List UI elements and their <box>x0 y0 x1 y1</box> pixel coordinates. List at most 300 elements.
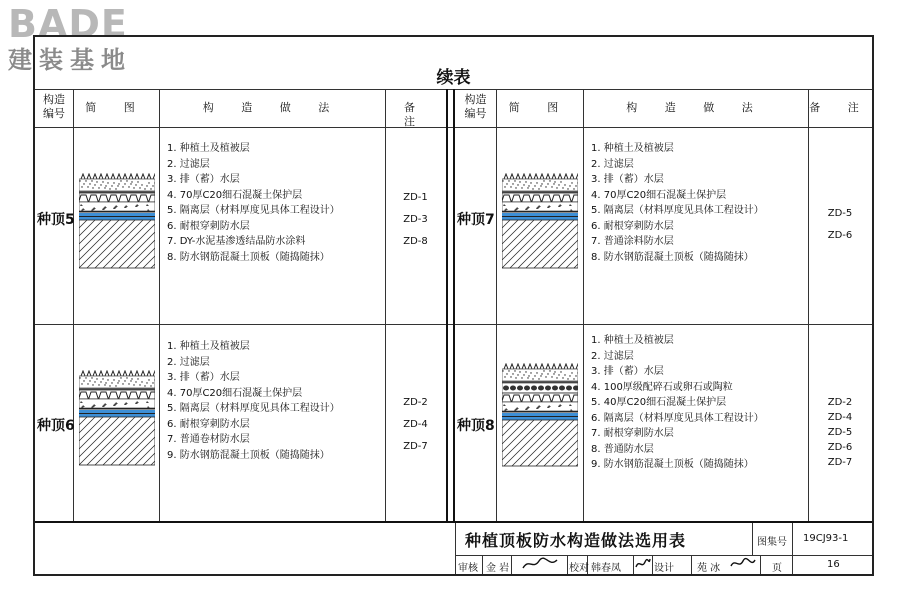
table-title: 续表 <box>436 68 471 88</box>
soil-dot <box>560 181 561 182</box>
soil-dot <box>83 183 84 184</box>
soil-dot <box>534 185 535 186</box>
soil-dot <box>135 184 136 185</box>
layer-item: 7. 普通卷材防水层 <box>167 434 250 445</box>
gravel-stone <box>510 386 516 391</box>
soil-dot <box>508 180 509 181</box>
soil-dot <box>83 380 84 381</box>
soil-dot <box>554 181 555 182</box>
soil-dot <box>117 382 118 383</box>
soil-dot <box>530 182 531 183</box>
layer-list-3 <box>167 339 340 463</box>
soil-dot <box>541 183 542 184</box>
soil-dot <box>575 375 576 376</box>
designer-signature <box>729 556 757 575</box>
soil-dot <box>85 377 86 378</box>
soil-dot <box>549 180 550 181</box>
soil-dot <box>89 183 90 184</box>
col-rule <box>583 89 584 521</box>
col-rule <box>446 89 448 521</box>
vegetation-mark <box>117 371 121 376</box>
layer-item: 5. 隔离层（材料厚度见具体工程设计） <box>167 403 340 414</box>
root-resistant-membrane <box>502 213 578 216</box>
soil-dot <box>528 375 529 376</box>
soil-dot <box>144 385 145 386</box>
signature-mark <box>635 556 651 572</box>
soil-dot <box>128 186 129 187</box>
layer-item: 5. 隔离层（材料厚度见具体工程设计） <box>591 205 764 216</box>
soil-dot <box>122 383 123 384</box>
soil-dot <box>81 186 82 187</box>
soil-dot <box>558 374 559 375</box>
soil-dot <box>107 182 108 183</box>
section-code-2: 种顶7 <box>457 212 495 228</box>
tb-rule <box>691 555 692 574</box>
soil-dot <box>502 370 503 371</box>
note-ref: ZD-5 <box>827 208 853 219</box>
header-code-line1: 构造 <box>464 93 487 106</box>
soil-dot <box>575 185 576 186</box>
layer-diagram-3 <box>79 370 155 466</box>
layer-item: 1. 种植土及植被层 <box>167 341 250 352</box>
soil-dot <box>564 184 565 185</box>
soil-dot <box>115 188 116 189</box>
signature-mark <box>729 556 757 572</box>
vegetation-mark <box>135 174 139 179</box>
layer-item: 6. 耐根穿刺防水层 <box>167 418 250 430</box>
header-notes: 备 注 <box>809 101 871 114</box>
layer-item: 8. 普通防水层 <box>591 443 654 455</box>
layer-item: 6. 耐根穿刺防水层 <box>167 220 250 232</box>
soil-dot <box>79 377 80 378</box>
soil-dot <box>96 181 97 182</box>
vegetation-mark <box>129 371 133 376</box>
layer-item: 6. 耐根穿刺防水层 <box>591 220 674 232</box>
soil-dot <box>131 181 132 182</box>
soil-dot <box>573 378 574 379</box>
layer-item: 5. 40厚C20细石混凝土保护层 <box>591 397 727 408</box>
soil-dot <box>508 370 509 371</box>
vegetation-mark <box>522 174 526 179</box>
soil-dot <box>146 185 147 186</box>
layer-item: 3. 排（蓄）水层 <box>591 174 664 185</box>
soil-dot <box>148 182 149 183</box>
vegetation-mark <box>117 174 121 179</box>
root-resistant-membrane <box>502 413 578 416</box>
vegetation-mark <box>135 371 139 376</box>
membrane-separator <box>79 216 155 217</box>
layer-item: 8. 防水钢筋混凝土顶板（随捣随抹） <box>167 251 330 263</box>
soil-dot <box>148 379 149 380</box>
membrane-separator <box>502 216 578 217</box>
col-rule <box>159 89 160 521</box>
tb-rule <box>752 523 753 555</box>
layer-list-2 <box>591 141 764 265</box>
soil-dot <box>137 378 138 379</box>
review-label: 审核 <box>458 563 478 574</box>
layer-item: 7. 耐根穿刺防水层 <box>591 428 674 439</box>
soil-dot <box>91 377 92 378</box>
check-label: 校对 <box>569 563 589 574</box>
soil-dot <box>133 187 134 188</box>
soil-dot <box>547 183 548 184</box>
vegetation-mark <box>516 174 520 179</box>
drawing-frame <box>33 35 874 576</box>
soil-dot <box>558 184 559 185</box>
waterproof-membrane <box>79 414 155 417</box>
vegetation-mark <box>546 364 550 369</box>
vegetation-mark <box>570 364 574 369</box>
tb-rule <box>455 523 456 574</box>
soil-dot <box>133 384 134 385</box>
soil-dot <box>504 186 505 187</box>
soil-dot <box>532 378 533 379</box>
soil-dot <box>141 184 142 185</box>
layer-item: 4. 70厚C20细石混凝土保护层 <box>167 387 303 399</box>
vegetation-mark <box>141 174 145 179</box>
soil-dot <box>137 181 138 182</box>
vegetation-mark <box>564 364 568 369</box>
soil-dot <box>118 183 119 184</box>
soil-layer <box>79 376 155 388</box>
col-rule <box>73 89 74 521</box>
soil-dot <box>545 376 546 377</box>
designer-name: 苑 冰 <box>697 563 721 574</box>
soil-dot <box>538 188 539 189</box>
gravel-stone <box>531 386 537 391</box>
header-method: 构 造 做 法 <box>626 101 765 114</box>
soil-dot <box>564 374 565 375</box>
note-ref: ZD-4 <box>403 419 428 430</box>
soil-dot <box>92 187 93 188</box>
layer-item: 7. 普通涂料防水层 <box>591 236 674 247</box>
layer-item: 4. 70厚C20细石混凝土保护层 <box>167 189 303 201</box>
soil-dot <box>105 185 106 186</box>
note-ref: ZD-6 <box>827 442 853 453</box>
vegetation-mark <box>504 364 508 369</box>
gravel-stone <box>538 386 544 391</box>
soil-dot <box>573 188 574 189</box>
vegetation-mark <box>105 371 109 376</box>
layer-item: 3. 排（蓄）水层 <box>167 372 240 383</box>
notes-4 <box>808 395 872 470</box>
soil-dot <box>547 373 548 374</box>
soil-dot <box>98 384 99 385</box>
soil-dot <box>91 180 92 181</box>
soil-dot <box>126 377 127 378</box>
soil-dot <box>109 385 110 386</box>
vegetation-mark <box>570 174 574 179</box>
soil-dot <box>553 183 554 184</box>
vegetation-mark <box>510 174 514 179</box>
logo-subtitle: 建装基地 <box>8 46 132 74</box>
layer-item: 6. 隔离层（材料厚度见具体工程设计） <box>591 412 764 424</box>
root-resistant-membrane <box>79 213 155 216</box>
vegetation-mark <box>99 174 103 179</box>
soil-dot <box>118 380 119 381</box>
soil-dot <box>120 377 121 378</box>
soil-dot <box>506 183 507 184</box>
vegetation-mark <box>534 174 538 179</box>
layer-item: 4. 70厚C20细石混凝土保护层 <box>591 189 727 201</box>
layer-item: 5. 隔离层（材料厚度见具体工程设计） <box>167 205 340 216</box>
tb-rule <box>482 555 483 574</box>
soil-dot <box>515 377 516 378</box>
vegetation-mark <box>105 174 109 179</box>
soil-dot <box>135 381 136 382</box>
vegetation-mark <box>528 364 532 369</box>
layer-item: 7. DY-水泥基渗透结晶防水涂料 <box>167 236 306 247</box>
atlas-label: 图集号 <box>757 537 787 548</box>
vegetation-mark <box>129 174 133 179</box>
soil-layer <box>79 179 155 191</box>
vegetation-mark <box>558 364 562 369</box>
isolation-layer <box>79 408 155 410</box>
notes-2 <box>808 203 872 247</box>
layer-item: 2. 过滤层 <box>591 158 634 170</box>
vegetation-mark <box>540 174 544 179</box>
vegetation-mark <box>147 371 151 376</box>
notes-1 <box>385 187 446 253</box>
vegetation-mark <box>153 371 155 376</box>
soil-dot <box>556 187 557 188</box>
signature-mark <box>521 556 559 572</box>
vegetation-mark <box>552 174 556 179</box>
checker-name: 韩春凤 <box>591 563 621 574</box>
soil-dot <box>536 182 537 183</box>
tb-rule <box>652 555 653 574</box>
note-ref: ZD-2 <box>827 397 853 408</box>
soil-dot <box>525 371 526 372</box>
note-ref: ZD-7 <box>403 441 428 452</box>
layer-diagram-2 <box>502 173 578 269</box>
isolation-layer <box>79 211 155 213</box>
header-method: 构 造 做 法 <box>202 101 342 114</box>
soil-dot <box>94 381 95 382</box>
note-ref: ZD-5 <box>827 427 853 438</box>
vegetation-mark <box>576 364 578 369</box>
soil-dot <box>569 185 570 186</box>
soil-dot <box>540 375 541 376</box>
soil-dot <box>551 186 552 187</box>
soil-dot <box>111 185 112 186</box>
header-code <box>35 93 73 121</box>
soil-dot <box>87 186 88 187</box>
soil-dot <box>521 377 522 378</box>
soil-dot <box>534 375 535 376</box>
soil-dot <box>551 376 552 377</box>
header-diagram: 简 图 <box>508 101 571 114</box>
soil-dot <box>532 188 533 189</box>
vegetation-mark <box>540 364 544 369</box>
vegetation-mark <box>141 371 145 376</box>
tb-rule <box>633 555 634 574</box>
soil-dot <box>571 182 572 183</box>
soil-dot <box>517 374 518 375</box>
layer-item: 9. 防水钢筋混凝土顶板（随捣随抹） <box>591 459 754 470</box>
soil-dot <box>521 187 522 188</box>
layer-item: 2. 过滤层 <box>167 158 210 170</box>
drawing-title: 种植顶板防水构造做法选用表 <box>465 531 687 550</box>
soil-dot <box>553 373 554 374</box>
soil-dot <box>102 378 103 379</box>
vegetation-mark <box>564 174 568 179</box>
atlas-number: 19CJ93-1 <box>803 533 849 544</box>
soil-dot <box>504 376 505 377</box>
header-code <box>455 93 496 121</box>
gravel-stone <box>517 386 523 391</box>
vegetation-mark <box>534 364 538 369</box>
soil-dot <box>92 384 93 385</box>
layer-item: 1. 种植土及植被层 <box>591 143 674 154</box>
waterproof-membrane <box>502 217 578 220</box>
layer-item: 2. 过滤层 <box>591 350 634 362</box>
note-ref: ZD-6 <box>827 230 853 241</box>
soil-dot <box>150 188 151 189</box>
soil-dot <box>128 383 129 384</box>
layer-item: 1. 种植土及植被层 <box>591 335 674 346</box>
soil-dot <box>510 376 511 377</box>
vegetation-mark <box>510 364 514 369</box>
layer-list-4 <box>591 333 764 473</box>
note-ref: ZD-2 <box>403 397 428 408</box>
tb-rule <box>760 555 761 574</box>
vegetation-mark <box>123 174 127 179</box>
soil-dot <box>519 181 520 182</box>
col-rule <box>453 89 455 521</box>
soil-dot <box>89 380 90 381</box>
layer-item: 8. 防水钢筋混凝土顶板（随捣随抹） <box>591 251 754 263</box>
soil-dot <box>530 372 531 373</box>
soil-dot <box>117 185 118 186</box>
soil-dot <box>150 385 151 386</box>
logo-text: BADE <box>8 2 128 46</box>
soil-dot <box>100 381 101 382</box>
soil-dot <box>141 381 142 382</box>
note-ref: ZD-1 <box>403 192 428 203</box>
header-code-line1: 构造 <box>43 93 65 106</box>
note-ref: ZD-7 <box>827 457 853 468</box>
vegetation-mark <box>111 174 115 179</box>
soil-dot <box>122 186 123 187</box>
isolation-layer <box>502 211 578 213</box>
note-ref: ZD-8 <box>403 236 428 247</box>
soil-dot <box>560 371 561 372</box>
soil-dot <box>569 375 570 376</box>
gravel-stone <box>566 386 572 391</box>
layer-diagram-1 <box>79 173 155 269</box>
layer-list-1 <box>167 141 340 265</box>
soil-dot <box>510 186 511 187</box>
vegetation-mark <box>504 174 508 179</box>
soil-dot <box>130 183 131 184</box>
soil-dot <box>104 187 105 188</box>
design-label: 设计 <box>654 563 674 574</box>
vegetation-mark <box>153 174 155 179</box>
soil-dot <box>525 181 526 182</box>
vegetation-mark <box>123 371 127 376</box>
vegetation-mark <box>147 174 151 179</box>
soil-dot <box>94 184 95 185</box>
soil-dot <box>549 370 550 371</box>
gravel-stone <box>545 386 551 391</box>
reviewer-signature <box>521 556 559 575</box>
soil-dot <box>152 185 153 186</box>
tb-rule <box>792 523 793 574</box>
soil-dot <box>515 187 516 188</box>
vegetation-mark <box>99 371 103 376</box>
note-ref: ZD-4 <box>827 412 853 423</box>
vegetation-mark <box>111 371 115 376</box>
soil-dot <box>523 184 524 185</box>
checker-signature <box>635 556 651 575</box>
soil-dot <box>104 384 105 385</box>
soil-dot <box>113 182 114 183</box>
section-code-4: 种顶8 <box>457 418 495 434</box>
soil-dot <box>538 378 539 379</box>
vegetation-mark <box>81 371 85 376</box>
header-diagram: 简 图 <box>85 101 147 114</box>
header-code-line2: 编号 <box>464 107 487 120</box>
layer-item: 4. 100厚级配碎石或卵石或陶粒 <box>591 381 733 393</box>
soil-dot <box>96 378 97 379</box>
soil-dot <box>85 180 86 181</box>
page-number: 16 <box>827 559 840 570</box>
soil-dot <box>528 185 529 186</box>
soil-dot <box>536 372 537 373</box>
soil-dot <box>541 373 542 374</box>
vegetation-mark <box>558 174 562 179</box>
soil-dot <box>98 187 99 188</box>
gravel-stone <box>552 386 558 391</box>
soil-dot <box>126 180 127 181</box>
isolation-layer <box>502 411 578 413</box>
soil-dot <box>115 385 116 386</box>
soil-dot <box>517 184 518 185</box>
soil-dot <box>124 183 125 184</box>
soil-dot <box>556 377 557 378</box>
vegetation-mark <box>546 174 550 179</box>
soil-dot <box>571 372 572 373</box>
soil-dot <box>567 188 568 189</box>
header-code-line2: 编号 <box>43 107 65 120</box>
soil-dot <box>567 378 568 379</box>
soil-dot <box>139 187 140 188</box>
soil-dot <box>512 373 513 374</box>
soil-dot <box>130 380 131 381</box>
soil-dot <box>144 188 145 189</box>
soil-dot <box>562 377 563 378</box>
soil-dot <box>100 184 101 185</box>
soil-dot <box>152 382 153 383</box>
soil-dot <box>554 371 555 372</box>
soil-dot <box>111 382 112 383</box>
soil-dot <box>543 370 544 371</box>
soil-dot <box>562 187 563 188</box>
layer-item: 3. 排（蓄）水层 <box>167 174 240 185</box>
soil-dot <box>523 374 524 375</box>
vegetation-mark <box>93 371 97 376</box>
gravel-stone <box>503 386 509 391</box>
vegetation-mark <box>87 371 91 376</box>
membrane-separator <box>502 416 578 417</box>
notes-3 <box>385 392 446 458</box>
soil-dot <box>105 382 106 383</box>
gravel-stone <box>524 386 530 391</box>
section-code-1: 种顶5 <box>37 212 75 228</box>
gravel-stone <box>559 386 565 391</box>
soil-dot <box>139 384 140 385</box>
